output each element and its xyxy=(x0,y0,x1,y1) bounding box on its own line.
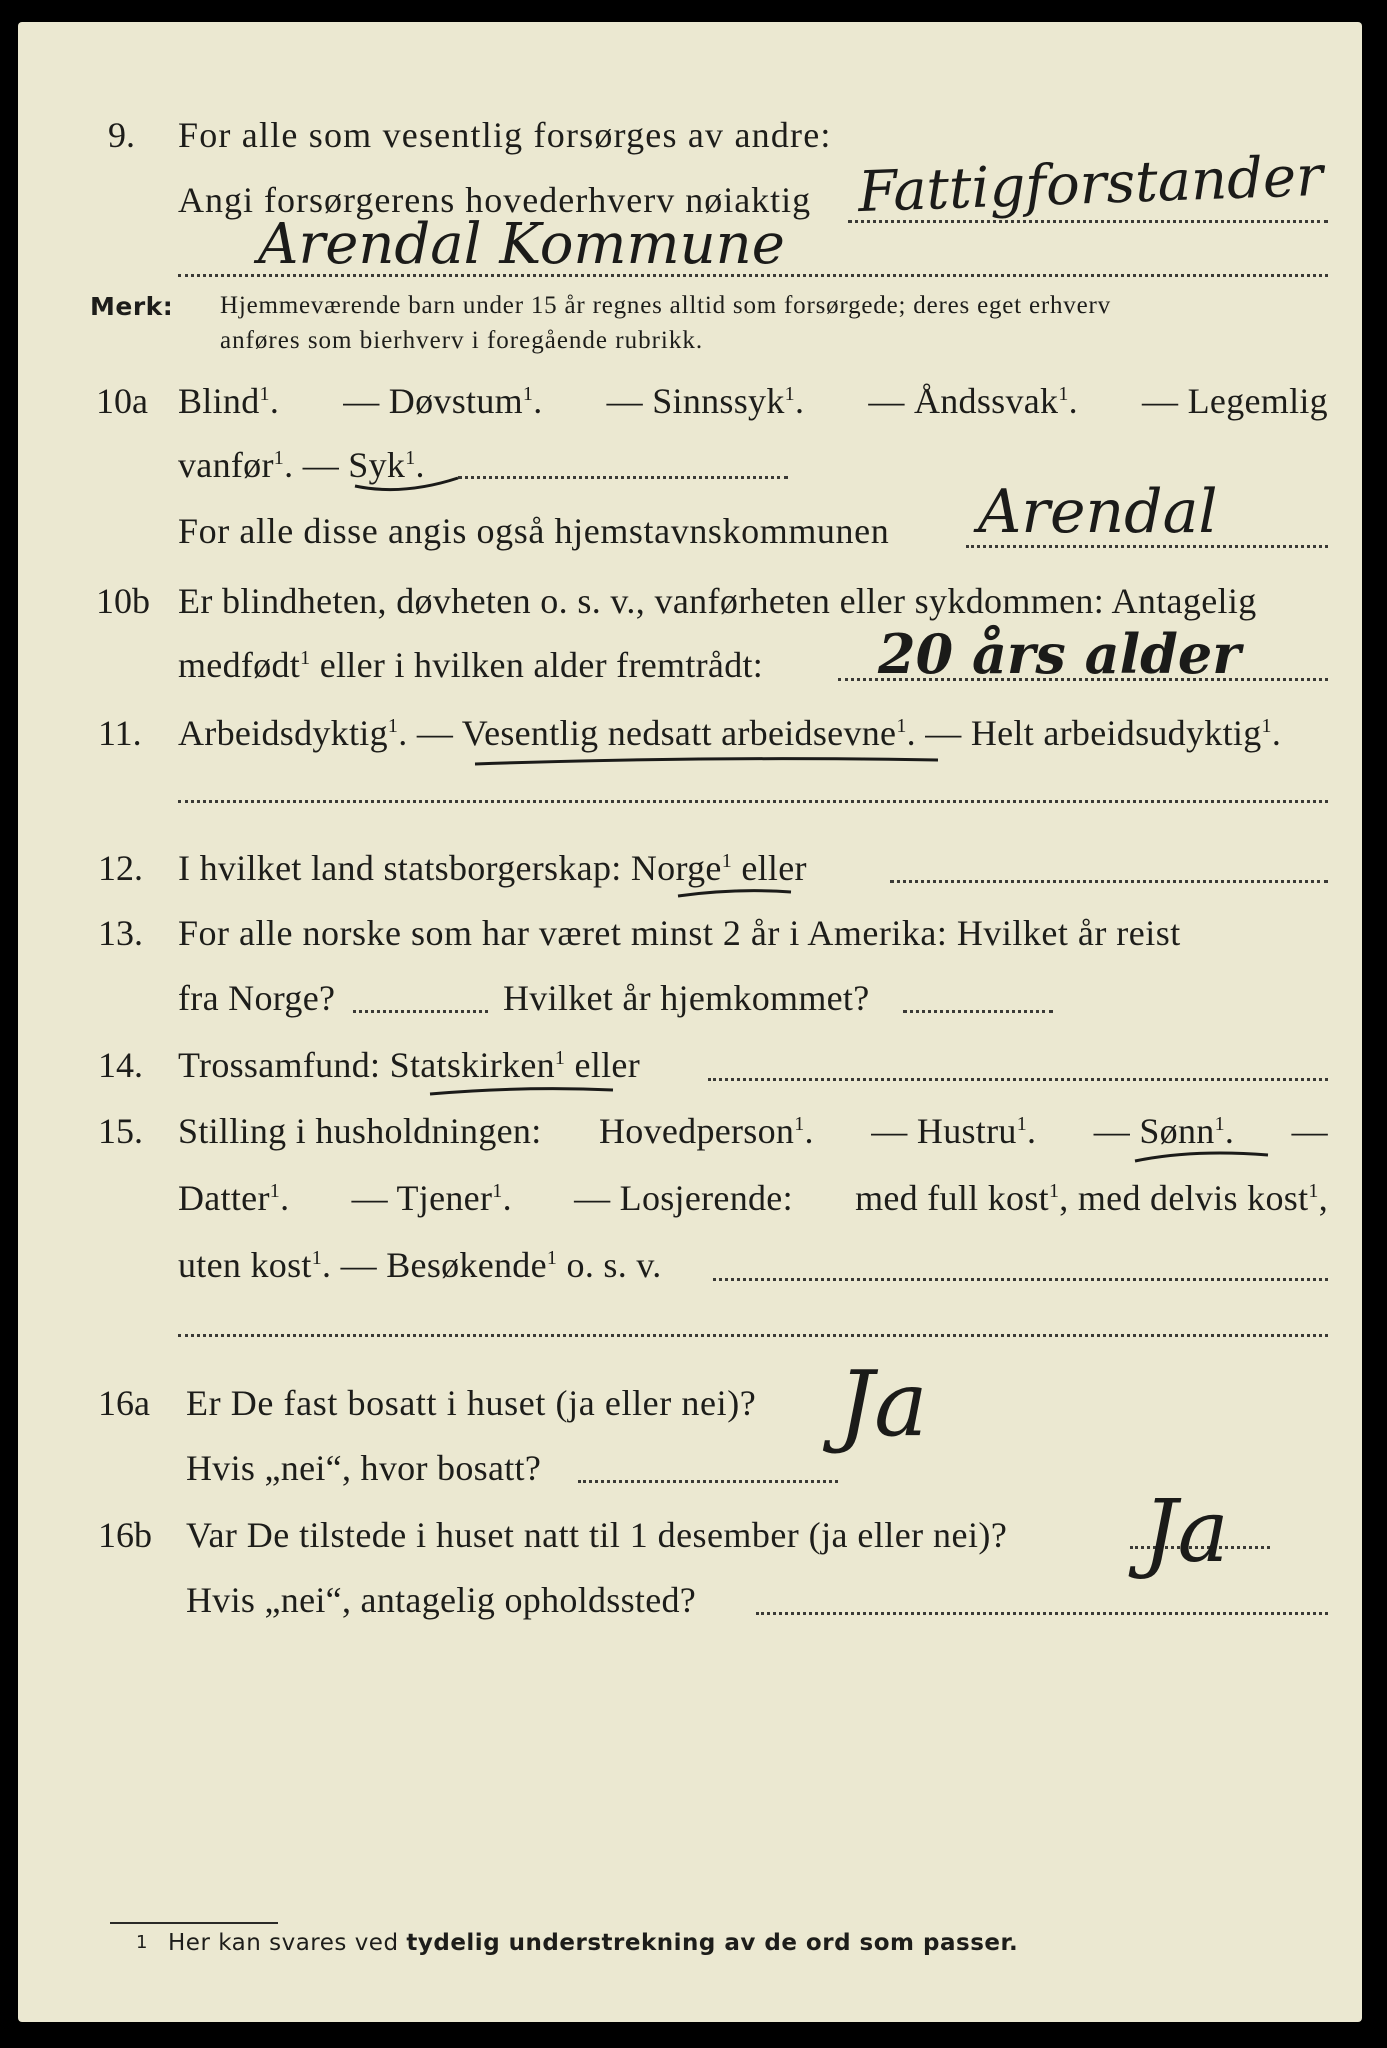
option-vanfor: vanfør xyxy=(178,445,274,485)
q11-number: 11. xyxy=(98,713,142,753)
q9-line1: For alle som vesentlig forsørges av andre: xyxy=(178,115,832,155)
option-arbeidsdyktig: Arbeidsdyktig xyxy=(178,713,388,753)
nedsatt-underline xyxy=(473,750,943,770)
q10b-line2: medfødt$^1$ eller i hvilken alder fremtrådt: xyxy=(178,645,764,685)
q12-line: I hvilket land statsborgerskap: Norge$^1$ eller xyxy=(178,848,807,888)
q12-number: 12. xyxy=(98,848,143,888)
footnote-text: Her kan svares ved tydelig understrekning av de ord som passer. xyxy=(168,1930,1019,1956)
option-full-kost: med full kost xyxy=(855,1178,1049,1218)
norge-underline xyxy=(676,884,796,904)
q15-number: 15. xyxy=(98,1111,143,1151)
q15-line1: Stilling i husholdningen: Hovedperson$^1$. — Hustru$^1$. — Sønn$^1$. — xyxy=(178,1111,1328,1151)
q16a-handwriting: Ja xyxy=(838,1352,928,1457)
q10a-line2: vanfør$^1$. — Syk$^1$. xyxy=(178,445,425,485)
syk-underline xyxy=(353,474,463,504)
option-sonn: — Sønn xyxy=(1093,1111,1215,1151)
q9-line2: Angi forsørgerens hovederhverv nøiaktig xyxy=(178,180,812,220)
option-besokende: — Besøkende xyxy=(340,1245,547,1285)
option-norge: Norge xyxy=(630,848,722,888)
sonn-underline xyxy=(1133,1147,1273,1167)
q10a-line3: For alle disse angis også hjemstavnskommunen xyxy=(178,511,890,551)
merk-line2: anføres som bierhverv i foregående rubrikk. xyxy=(220,327,704,354)
footnote-rule xyxy=(110,1922,278,1924)
option-hovedperson: Hovedperson xyxy=(598,1111,795,1151)
option-udyktig: — Helt arbeidsudyktig xyxy=(925,713,1262,753)
q14-answer-line xyxy=(708,1078,1328,1081)
q9-handwriting-1: Fattigforstander xyxy=(857,143,1324,226)
q13-line2a: fra Norge? xyxy=(178,978,336,1018)
option-sinnssyk: — Sinnssyk xyxy=(606,381,785,421)
q11-line: Arbeidsdyktig$^1$. — Vesentlig nedsatt arbeidsevne$^1$. — Helt arbeidsudyktig$^1$. xyxy=(178,713,1282,753)
q15-answer-line2 xyxy=(178,1334,1328,1337)
q14-line: Trossamfund: Statskirken$^1$ eller xyxy=(178,1045,640,1085)
q12-answer-line xyxy=(890,880,1328,883)
q16a-number: 16a xyxy=(98,1383,150,1423)
q16b-line1: Var De tilstede i huset natt til 1 desember (ja eller nei)? xyxy=(186,1515,1008,1555)
q16a-answer-line xyxy=(578,1480,838,1483)
q16b-handwriting: Ja xyxy=(1143,1482,1229,1582)
q11-answer-line xyxy=(178,800,1328,803)
q10a-answer-line1 xyxy=(458,476,788,479)
q9-handwriting-2: Arendal Kommune xyxy=(258,212,785,277)
q10b-number: 10b xyxy=(96,581,150,621)
q10b-line1: Er blindheten, døvheten o. s. v., vanførheten eller sykdommen: Antagelig xyxy=(178,581,1257,621)
census-form-page xyxy=(18,22,1362,2022)
option-nedsatt: — Vesentlig nedsatt arbeidsevne xyxy=(416,713,897,753)
option-syk: — Syk xyxy=(302,445,406,485)
option-uten-kost: uten kost xyxy=(178,1245,312,1285)
option-statskirken: Statskirken xyxy=(389,1045,555,1085)
q16b-answer-line2 xyxy=(756,1612,1328,1615)
q16b-number: 16b xyxy=(98,1515,152,1555)
q16a-line1: Er De fast bosatt i huset (ja eller nei)? xyxy=(186,1383,757,1423)
q15-line2: Datter$^1$. — Tjener$^1$. — Losjerende: med full kost$^1$, med delvis kost$^1$, xyxy=(178,1178,1328,1218)
q14-number: 14. xyxy=(98,1045,143,1085)
option-delvis-kost: , med delvis kost xyxy=(1059,1178,1309,1218)
option-hustru: — Hustru xyxy=(871,1111,1017,1151)
statskirken-underline xyxy=(428,1082,618,1102)
option-blind: Blind xyxy=(178,381,260,421)
option-andssvak: — Åndssvak xyxy=(868,381,1059,421)
q16a-line2: Hvis „nei“, hvor bosatt? xyxy=(186,1448,542,1488)
q10a-line1: Blind$^1$. — Døvstum$^1$. — Sinnssyk$^1$. — Åndssvak$^1$. — Legemlig xyxy=(178,381,1328,421)
q13-answer-hjemkommet xyxy=(903,1010,1053,1013)
merk-label: Merk: xyxy=(90,292,174,321)
q13-answer-reist xyxy=(353,1010,488,1013)
option-legemlig: — Legemlig xyxy=(1142,381,1328,421)
option-tjener: — Tjener xyxy=(351,1178,493,1218)
q13-line2b: Hvilket år hjemkommet? xyxy=(503,978,870,1018)
footnote-marker: 1 xyxy=(136,1932,148,1953)
q13-line1: For alle norske som har været minst 2 år i Amerika: Hvilket år reist xyxy=(178,913,1181,953)
merk-line1: Hjemmeværende barn under 15 år regnes alltid som forsørgede; deres eget erhverv xyxy=(220,292,1111,319)
q9-number: 9. xyxy=(108,115,135,155)
q16b-line2: Hvis „nei“, antagelig opholdssted? xyxy=(186,1580,697,1620)
option-datter: Datter xyxy=(178,1178,270,1218)
option-dovstum: — Døvstum xyxy=(343,381,523,421)
q15-answer-line1 xyxy=(713,1278,1328,1281)
q13-number: 13. xyxy=(98,913,143,953)
q15-line3: uten kost$^1$. — Besøkende$^1$ o. s. v. xyxy=(178,1245,662,1285)
q10b-handwriting: 20 års alder xyxy=(878,622,1241,686)
q10a-number: 10a xyxy=(96,381,148,421)
q10a-handwriting: Arendal xyxy=(978,477,1218,547)
